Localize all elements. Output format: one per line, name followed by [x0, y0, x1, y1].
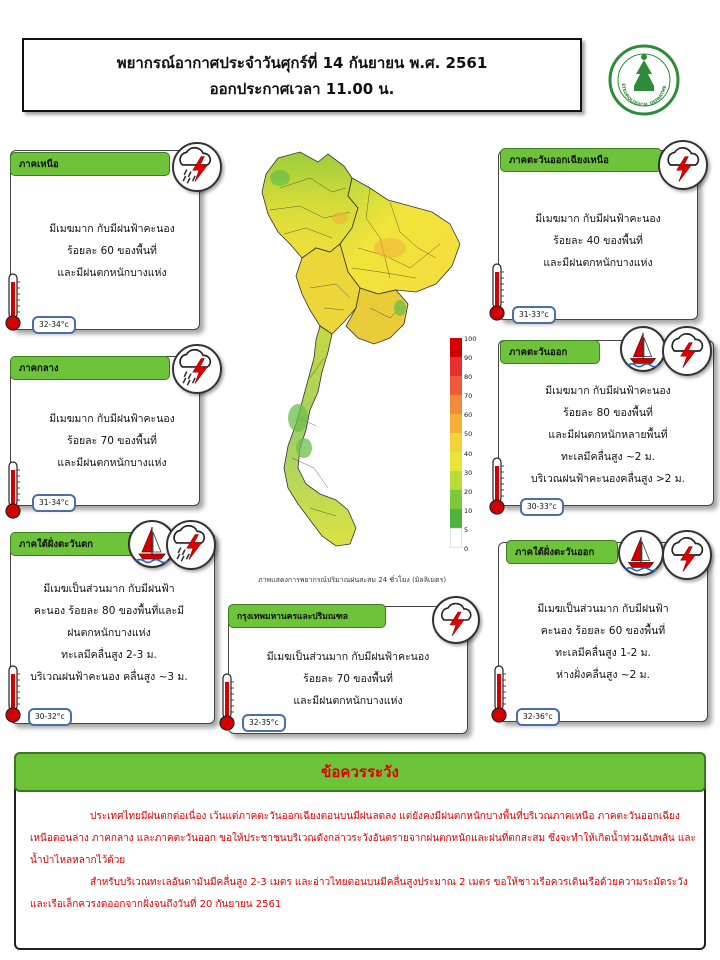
legend-tick-label: 60	[464, 411, 473, 420]
issue-time: ออกประกาศเวลา 11.00 น.	[209, 80, 395, 98]
thermometer-icon	[4, 460, 22, 520]
temp-range-east: 30-33°c	[520, 498, 564, 516]
region-desc-east: มีเมฆมาก กับมีฝนฟ้าคะนอง ร้อยละ 80 ของพื้นที่ และมีฝนตกหนักหลายพื้นที่ ทะเลมีคลื่นสูง ~2 ม. บริเวณฝนฟ้าคะนองคลื่นสูง >2 ม.	[530, 385, 686, 485]
thermometer-icon	[4, 664, 22, 724]
thunderstorm-icon	[166, 520, 216, 570]
temp-range-northeast: 31-33°c	[512, 306, 556, 324]
sailboat-icon	[618, 530, 664, 576]
legend-tick-label: 70	[464, 392, 473, 401]
region-tag-south-east: ภาคใต้ฝั่งตะวันออก	[506, 540, 618, 564]
region-desc-northeast: มีเมฆมาก กับมีฝนฟ้าคะนอง ร้อยละ 40 ของพื้นที่ และมีฝนตกหนักบางแห่ง	[535, 213, 661, 269]
legend-tick-label: 20	[464, 487, 473, 496]
thermometer-icon	[4, 272, 22, 332]
rainfall-legend-labels	[464, 335, 494, 553]
thermometer-icon	[490, 664, 508, 724]
forecast-header	[22, 38, 582, 112]
region-tag-bangkok: กรุงเทพมหานครและปริมณฑล	[228, 604, 386, 628]
forecast-title: พยากรณ์อากาศประจำวันศุกร์ที่ 14 กันยายน พ.ศ. 2561	[116, 54, 488, 72]
legend-tick-label: 5	[464, 525, 469, 534]
region-desc-north: มีเมฆมาก กับมีฝนฟ้าคะนอง ร้อยละ 60 ของพื้นที่ และมีฝนตกหนักบางแห่ง	[49, 223, 175, 279]
thunderstorm-icon	[662, 530, 712, 580]
temp-range-bangkok: 32-35°c	[242, 714, 286, 732]
sailboat-icon	[620, 326, 666, 372]
tmd-logo-icon	[608, 44, 680, 116]
legend-tick-label: 30	[464, 468, 473, 477]
temp-range-central: 31-34°c	[32, 494, 76, 512]
region-tag-northeast: ภาคตะวันออกเฉียงเหนือ	[500, 148, 662, 172]
legend-tick-label: 0	[464, 545, 469, 553]
warning-text	[30, 806, 698, 916]
region-desc-south-west: มีเมฆเป็นส่วนมาก กับมีฝนฟ้า คะนอง ร้อยละ 80 ของพื้นที่และมี ฝนตกหนักบางแห่ง ทะเลมีคลื่นสูง 2-3 ม. บริเวณฝนฟ้าคะนอง คลื่นสูง ~3 ม.	[30, 583, 188, 683]
legend-tick-label: 90	[464, 354, 473, 363]
thermometer-icon	[488, 262, 506, 322]
legend-tick-label: 10	[464, 506, 473, 515]
rainfall-legend-bar	[450, 338, 462, 548]
thermometer-icon	[488, 456, 506, 516]
warning-paragraph-2: สำหรับบริเวณทะเลอันดามันมีคลื่นสูง 2-3 เมตร และอ่าวไทยตอนบนมีคลื่นสูงประมาณ 2 เมตร ขอให้ชาวเรือควรเดินเรือด้วยความระมัดระวัง และเรือเล็กควรงดออกจากฝั่งจนถึงวันที่ 20 กันยายน 2561	[30, 877, 688, 910]
thermometer-icon	[218, 672, 236, 732]
region-tag-south-west: ภาคใต้ฝั่งตะวันตก	[10, 532, 138, 556]
region-desc-central: มีเมฆมาก กับมีฝนฟ้าคะนอง ร้อยละ 70 ของพื้นที่ และมีฝนตกหนักบางแห่ง	[49, 413, 175, 469]
thunderstorm-icon	[658, 140, 708, 190]
legend-tick-label: 100	[464, 335, 477, 343]
region-tag-east: ภาคตะวันออก	[500, 340, 600, 364]
legend-tick-label: 40	[464, 449, 473, 458]
region-tag-central: ภาคกลาง	[10, 356, 170, 380]
warning-paragraph-1: ประเทศไทยมีฝนตกต่อเนื่อง เว้นแต่ภาคตะวันออกเฉียงตอนบนมีฝนลดลง แต่ยังคงมีฝนตกหนักบางพื้นที่บริเวณภาคเหนือ ภาคตะวันออกเฉียงเหนือตอนล่าง ภาคกลาง และภาคตะวันออก ขอให้ประชาชนบริเวณดังกล่าวระวังอันตรายจากฝนตกหนักและฝนที่ตกสะสม ซึ่งจะทำให้เกิดน้ำท่วมฉับพลัน และน้ำป่าไหลหลากไว้ด้วย	[30, 811, 696, 866]
map-caption: ภาพแสดงการพยากรณ์ปริมาณฝนสะสม 24 ชั่วโมง (มิลลิเมตร)	[258, 576, 447, 584]
warning-title: ข้อควรระวัง	[14, 752, 706, 792]
thunderstorm-rain-icon	[172, 142, 222, 192]
legend-tick-label: 80	[464, 373, 473, 382]
logo-text: ETEOROLOGICAL DEPARTME	[619, 83, 668, 109]
thunderstorm-icon	[662, 326, 712, 376]
thunderstorm-icon	[432, 596, 480, 644]
legend-tick-label: 50	[464, 430, 473, 439]
thunderstorm-rain-icon	[172, 344, 222, 394]
temp-range-south-east: 32-36°c	[516, 708, 560, 726]
temp-range-north: 32-34°c	[32, 316, 76, 334]
region-desc-south-east: มีเมฆเป็นส่วนมาก กับมีฝนฟ้า คะนอง ร้อยละ 60 ของพื้นที่ ทะเลมีคลื่นสูง 1-2 ม. ห่างฝั่งคลื่นสูง ~2 ม.	[537, 603, 669, 681]
region-tag-north: ภาคเหนือ	[10, 152, 170, 176]
temp-range-south-west: 30-32°c	[28, 708, 72, 726]
region-desc-bangkok: มีเมฆเป็นส่วนมาก กับมีฝนฟ้าคะนอง ร้อยละ 70 ของพื้นที่ และมีฝนตกหนักบางแห่ง	[266, 651, 430, 707]
